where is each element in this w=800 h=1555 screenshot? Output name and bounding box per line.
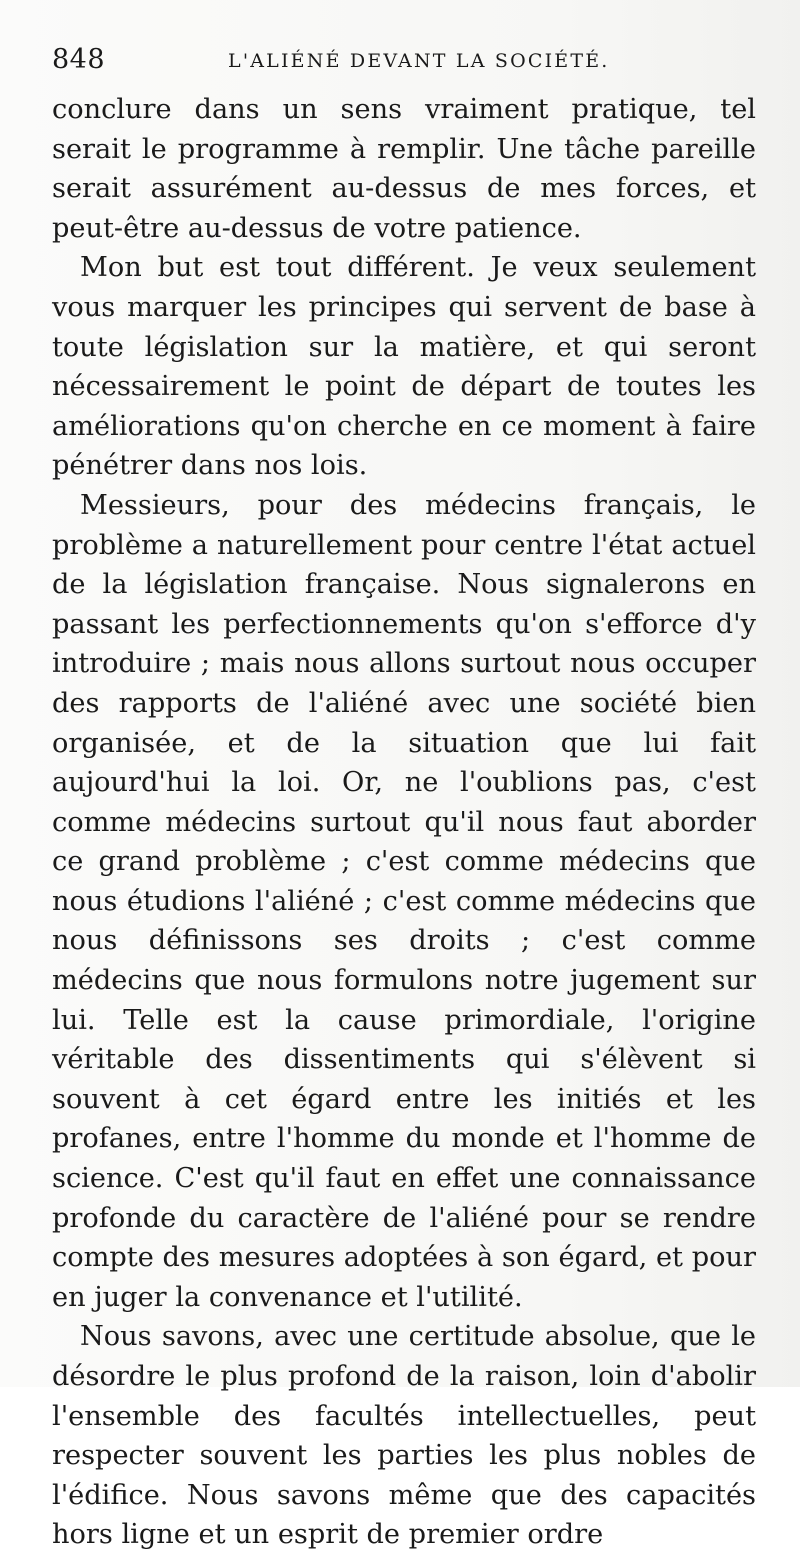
page-header <box>52 40 748 84</box>
running-head: L'ALIÉNÉ DEVANT LA SOCIÉTÉ. <box>228 50 610 72</box>
paragraph: Messieurs, pour des médecins français, le problème a naturellement pour centre l'état actuel de la législation française. Nous signalerons en passant les perfectionnements qu'on s'efforce d'y introduire ; mais nous allons surtout nous occuper des rapports de l'aliéné avec une société bien organisée, et de la situation que lui fait aujourd'hui la loi. Or, ne l'oublions pas, c'est comme médecins surtout qu'il nous faut aborder ce grand problème ; c'est comme médecins que nous étudions l'aliéné ; c'est comme médecins que nous définissons ses droits ; c'est comme médecins que nous formulons notre jugement sur lui. Telle est la cause primordiale, l'origine véritable des dissentiments qui s'élèvent si souvent à cet égard entre les initiés et les profanes, entre l'homme du monde et l'homme de science. C'est qu'il faut en effet une connaissance profonde du caractère de l'aliéné pour se rendre compte des mesures adoptées à son égard, et pour en juger la convenance et l'utilité. <box>52 489 756 1313</box>
paragraph-continuation: conclure dans un sens vraiment pratique, tel serait le programme à remplir. Une tâche pareille serait assurément au-dessus de mes forces, et peut-être au-dessus de votre patience. <box>52 94 756 244</box>
paragraph: Nous savons, avec une certitude absolue, que le désordre le plus profond de la raison, loin d'abolir l'ensemble des facultés intellectuelles, peut respecter souvent les parties les plus nobles de l'édifice. Nous savons même que des capacités hors ligne et un esprit de premier ordre <box>52 1321 756 1551</box>
paragraph: Mon but est tout différent. Je veux seulement vous marquer les principes qui servent de base à toute législation sur la matière, et qui seront nécessairement le point de départ de toutes les améliorations qu'on cherche en ce moment à faire pénétrer dans nos lois. <box>52 252 756 482</box>
page-number: 848 <box>52 44 106 75</box>
body-text <box>52 90 756 1555</box>
